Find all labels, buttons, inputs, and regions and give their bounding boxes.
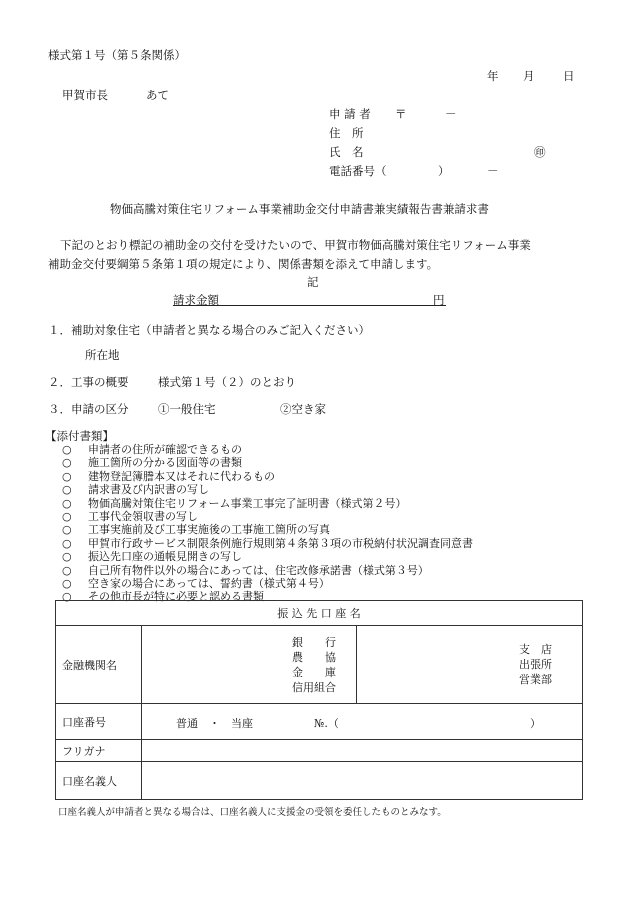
attachment-text: 振込先口座の通帳見開きの写し xyxy=(88,550,242,564)
institution-type-shinkin: 金 庫 xyxy=(292,665,336,679)
furigana-value xyxy=(142,740,583,762)
request-amount-label: 請求金額 xyxy=(173,293,219,307)
account-holder-value xyxy=(142,762,583,800)
attachment-text: 自己所有物件以外の場合にあっては、住宅改修承諾書（様式第３号） xyxy=(88,563,429,577)
attachment-text: 工事代金領収書の写し xyxy=(88,510,198,523)
attachment-checkbox-circle: ○ xyxy=(62,483,72,497)
attachment-text: 空き家の場合にあっては、誓約書（様式第４号） xyxy=(88,577,330,590)
phone-label: 電話番号（ xyxy=(329,164,387,178)
item-3-option-vacant: ②空き家 xyxy=(280,402,326,416)
account-number-cell xyxy=(142,704,583,740)
attachment-checkbox-circle: ○ xyxy=(62,577,72,590)
institution-type-bank: 銀 行 xyxy=(292,635,336,649)
intro-line-2: 補助金交付要綱第５条第１項の規定により、関係書類を添えて申請します。 xyxy=(48,257,439,271)
item-1-location: 所在地 xyxy=(85,348,120,362)
branch-types xyxy=(357,626,583,704)
furigana-label: フリガナ xyxy=(56,740,142,762)
postal-mark: 〒 xyxy=(395,107,407,121)
institution-types xyxy=(142,626,357,704)
phone-close: ） xyxy=(438,164,450,178)
request-amount-underline xyxy=(173,305,446,306)
attachment-text: 建物登記簿謄本又はそれに代わるもの xyxy=(88,469,275,483)
institution-type-agri: 農 協 xyxy=(292,650,336,664)
footnote: 口座名義人が申請者と異なる場合は、口座名義人に支援金の受領を委任したものとみなす。 xyxy=(58,807,447,818)
attachment-checkbox-circle: ○ xyxy=(62,443,72,456)
form-number: 様式第１号（第５条関係） xyxy=(48,48,186,62)
item-3-label: ３．申請の区分 xyxy=(48,402,129,416)
name-label: 氏 名 xyxy=(329,145,364,159)
attachment-checkbox-circle: ○ xyxy=(62,523,72,537)
attachment-checkbox-circle: ○ xyxy=(62,469,72,483)
addressee-suffix: あて xyxy=(146,88,169,102)
attachments-header: 【添付書類】 xyxy=(45,429,114,443)
institution-label: 金融機関名 xyxy=(56,626,142,704)
institution-type-credit: 信用組合 xyxy=(292,680,336,694)
address-label: 住 所 xyxy=(329,126,364,140)
applicant-label: 申 請 者 xyxy=(329,107,371,121)
attachment-checkbox-circle: ○ xyxy=(62,510,72,523)
seal-mark: ㊞ xyxy=(534,145,546,159)
addressee-name: 甲賀市長 xyxy=(62,88,108,102)
item-2-label: ２．工事の概要 xyxy=(48,375,129,389)
attachment-checkbox-circle: ○ xyxy=(62,550,72,564)
date-year-label: 年 xyxy=(487,69,499,83)
phone-dash: － xyxy=(487,164,499,178)
attachment-checkbox-circle: ○ xyxy=(62,590,72,604)
account-number-prefix: №.（ xyxy=(314,717,339,730)
bank-table-header: 振 込 先 口 座 名 xyxy=(56,601,583,626)
attachment-text: 工事実施前及び工事実施後の工事施工箇所の写真 xyxy=(88,523,330,537)
branch-type-office: 出張所 xyxy=(519,658,552,671)
attachment-text: 甲賀市行政サービス制限条例施行規則第４条第３項の市税納付状況調査同意書 xyxy=(88,536,473,550)
branch-type-department: 営業部 xyxy=(519,673,552,686)
item-2-value: 様式第１号（２）のとおり xyxy=(158,375,296,389)
attachment-text: 申請者の住所が確認できるもの xyxy=(88,443,242,456)
attachment-checkbox-circle: ○ xyxy=(62,456,72,470)
item-3-option-general: ①一般住宅 xyxy=(158,402,216,416)
attachment-text: 物価高騰対策住宅リフォーム事業工事完了証明書（様式第２号） xyxy=(88,496,407,510)
bank-account-table xyxy=(55,600,583,800)
ki-marker: 記 xyxy=(307,275,319,289)
branch-type-branch: 支 店 xyxy=(519,643,552,656)
account-number-close: ） xyxy=(530,717,541,730)
account-holder-label: 口座名義人 xyxy=(56,762,142,800)
attachment-text: 施工箇所の分かる図面等の書類 xyxy=(88,456,242,470)
attachment-checkbox-circle: ○ xyxy=(62,563,72,577)
intro-line-1: 下記のとおり標記の補助金の交付を受けたいので、甲賀市物価高騰対策住宅リフォーム事業 xyxy=(60,238,531,252)
attachment-checkbox-circle: ○ xyxy=(62,536,72,550)
postal-dash: － xyxy=(445,107,457,121)
item-1-label: １．補助対象住宅（申請者と異なる場合のみご記入ください） xyxy=(48,323,370,337)
account-number-label: 口座番号 xyxy=(56,704,142,740)
attachment-checkbox-circle: ○ xyxy=(62,496,72,510)
date-month-label: 月 xyxy=(523,69,535,83)
attachment-text: その他市長が特に必要と認める書類 xyxy=(88,590,264,604)
request-amount-unit: 円 xyxy=(433,293,445,307)
account-type: 普通 ・ 当座 xyxy=(176,717,253,730)
date-day-label: 日 xyxy=(563,69,575,83)
attachment-text: 請求書及び内訳書の写し xyxy=(88,483,209,497)
document-title: 物価高騰対策住宅リフォーム事業補助金交付申請書兼実績報告書兼請求書 xyxy=(110,202,489,216)
